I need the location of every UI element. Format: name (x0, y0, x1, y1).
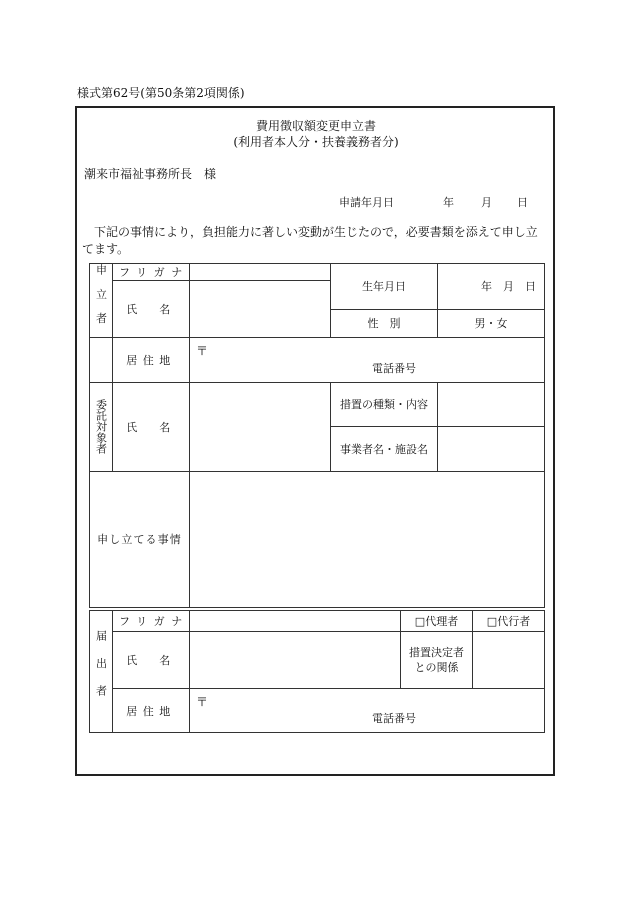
target-side-label: 委託対象者 (90, 382, 113, 471)
reason-label: 申し立てる事情 (90, 471, 190, 607)
phone-label: 電話番号 (372, 361, 416, 375)
notifier-name-label: 氏 名 (113, 632, 190, 689)
intro-text: 下記の事情により，負担能力に著しい変動が生じたので，必要書類を添えて申し立てます。 (82, 225, 538, 256)
target-name-field[interactable] (190, 382, 331, 471)
postal-mark: 〒 (196, 695, 209, 709)
relation-field[interactable] (473, 632, 545, 689)
applicant-name-label: 氏 名 (113, 281, 190, 338)
measure-field[interactable] (438, 382, 545, 426)
form-subtitle: (利用者本人分・扶養義務者分) (233, 135, 399, 149)
notifier-furigana-label: フリガナ (113, 611, 190, 632)
agent-checkbox[interactable]: □代行者 (473, 611, 545, 632)
birthdate-label: 生年月日 (331, 264, 438, 310)
proxy-checkbox[interactable]: □代理者 (401, 611, 473, 632)
applicant-furigana-field[interactable] (190, 264, 331, 281)
date-month: 月 (481, 196, 492, 209)
notifier-side-label: 届出者 (90, 611, 113, 733)
applicant-address-label: 居住地 (113, 337, 190, 382)
application-date-label: 申請年月日 (339, 196, 394, 209)
applicant-side-label: 申立者 (90, 264, 113, 338)
applicant-name-field[interactable] (190, 281, 331, 338)
gender-field[interactable]: 男・女 (438, 309, 545, 337)
notifier-address-label: 居住地 (113, 689, 190, 733)
birthdate-field[interactable]: 年 月 日 (438, 264, 545, 310)
gender-label: 性 別 (331, 309, 438, 337)
reason-field[interactable] (190, 471, 545, 607)
facility-field[interactable] (438, 426, 545, 471)
notifier-furigana-field[interactable] (190, 611, 401, 632)
phone-label: 電話番号 (372, 712, 416, 725)
relation-label: 措置決定者との関係 (401, 632, 473, 689)
applicant-address-field[interactable] (190, 337, 545, 382)
addressee: 潮来市福祉事務所長 様 (84, 167, 217, 181)
applicant-table (89, 263, 545, 608)
applicant-furigana-label: フリガナ (113, 264, 190, 281)
date-year: 年 (443, 196, 454, 209)
measure-label: 措置の種類・内容 (331, 382, 438, 426)
postal-mark: 〒 (196, 343, 209, 358)
form-title: 費用徴収額変更申立書 (255, 119, 376, 133)
facility-label: 事業者名・施設名 (331, 426, 438, 471)
target-name-label: 氏 名 (113, 382, 190, 471)
notifier-address-field[interactable] (190, 689, 545, 733)
notifier-table (89, 610, 545, 733)
date-day: 日 (517, 196, 528, 209)
form-number-label: 様式第62号(第50条第2項関係) (77, 86, 245, 100)
notifier-name-field[interactable] (190, 632, 401, 689)
